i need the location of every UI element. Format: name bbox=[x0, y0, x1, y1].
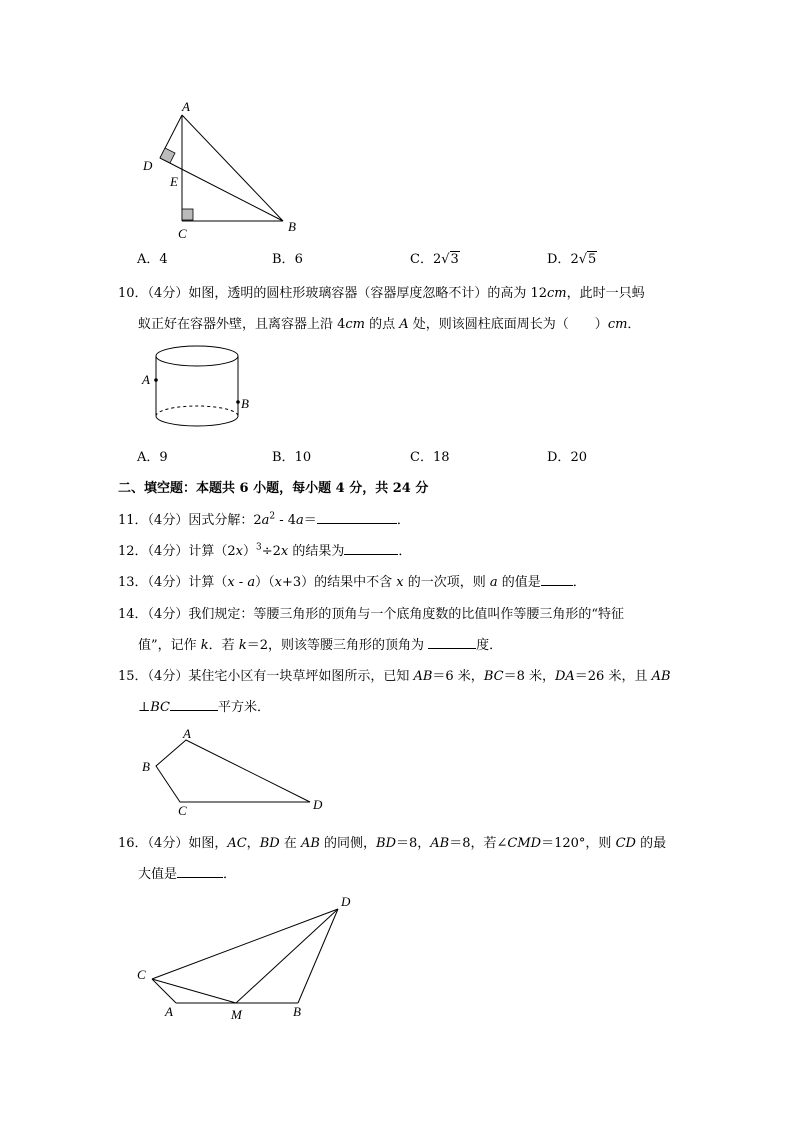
q15-label-b: B bbox=[142, 759, 150, 774]
q14-answer-blank[interactable] bbox=[428, 636, 476, 649]
q16-label-a: A bbox=[165, 1004, 173, 1019]
q9-choice-d[interactable]: D．2√5 bbox=[547, 252, 597, 267]
q16-line1: 16．（4分）如图，AC，BD 在 AB 的同侧，BD＝8，AB＝8，若∠CMD＝120°，则 CD 的最 bbox=[118, 836, 667, 851]
q11-answer-blank[interactable] bbox=[317, 511, 397, 524]
q15-label-c: C bbox=[178, 803, 187, 818]
q16-figure bbox=[140, 895, 360, 1025]
q12-answer-blank[interactable] bbox=[344, 542, 398, 555]
q16-label-c: C bbox=[137, 967, 146, 982]
q9-label-a: A bbox=[182, 99, 190, 114]
q13-answer-blank[interactable] bbox=[541, 573, 573, 586]
q16-line2: 大值是 ． bbox=[138, 867, 237, 882]
q10-choice-d[interactable]: D．20 bbox=[547, 450, 587, 465]
q10-cylinder-figure bbox=[150, 340, 260, 440]
q15-line2: ⊥BC 平方米． bbox=[138, 700, 270, 715]
q14-line1: 14．（4分）我们规定：等腰三角形的顶角与一个底角度数的比值叫作等腰三角形的“特征 bbox=[118, 607, 624, 622]
q10-choice-a[interactable]: A．9 bbox=[137, 450, 168, 465]
sqrt-symbol: √3 bbox=[441, 252, 459, 267]
q14-line2: 值”，记作 k．若 k＝2，则该等腰三角形的顶角为 度． bbox=[138, 638, 503, 653]
q12-line: 12．（4分）计算$(2x)^3\div 2x$ 的结果为 ． bbox=[118, 542, 412, 559]
q16-answer-blank[interactable] bbox=[177, 865, 223, 878]
q9-label-d: D bbox=[143, 158, 153, 173]
q15-line1: 15．（4分）某住宅小区有一块草坪如图所示，已知 AB＝6 米，BC＝8 米，DA＝26 米，且 AB bbox=[118, 669, 671, 684]
q9-choice-b[interactable]: B．6 bbox=[272, 252, 303, 267]
q16-label-b: B bbox=[293, 1004, 301, 1019]
q10-line2: 蚁正好在容器外壁，且离容器上沿 4cm 的点 A 处，则该圆柱底面周长为（ ）cm． bbox=[138, 317, 641, 332]
q11-line: 11．（4分）因式分解：$2a^2 - 4a=$ ． bbox=[118, 511, 410, 528]
q9-figure bbox=[130, 95, 310, 245]
q15-lawn-figure bbox=[150, 730, 330, 810]
q16-label-m: M bbox=[231, 1007, 242, 1022]
q9-choice-a[interactable]: A．4 bbox=[137, 252, 168, 267]
q15-answer-blank[interactable] bbox=[170, 698, 218, 711]
q16-label-d: D bbox=[341, 894, 351, 909]
q10-label-a: A bbox=[142, 372, 150, 387]
q9-choice-c[interactable]: C．2√3 bbox=[410, 252, 459, 267]
sqrt-symbol: √5 bbox=[578, 252, 597, 267]
q15-label-a: A bbox=[183, 726, 191, 741]
q9-label-b: B bbox=[288, 219, 296, 234]
q9-label-c: C bbox=[178, 226, 187, 241]
q10-line1: 10．（4分）如图，透明的圆柱形玻璃容器（容器厚度忽略不计）的高为 12cm，此时一只蚂 bbox=[118, 286, 645, 301]
q15-label-d: D bbox=[313, 797, 323, 812]
q10-choice-c[interactable]: C．18 bbox=[410, 450, 450, 465]
q13-line: 13．（4分）计算（x - a）（x+3）的结果中不含 x 的一次项，则 a 的值是 ． bbox=[118, 575, 586, 590]
q10-label-b: B bbox=[241, 396, 249, 411]
section-heading: 二、填空题：本题共 6 小题，每小题 4 分，共 24 分 bbox=[118, 481, 429, 496]
q10-choice-b[interactable]: B．10 bbox=[272, 450, 312, 465]
q9-label-e: E bbox=[170, 174, 178, 189]
